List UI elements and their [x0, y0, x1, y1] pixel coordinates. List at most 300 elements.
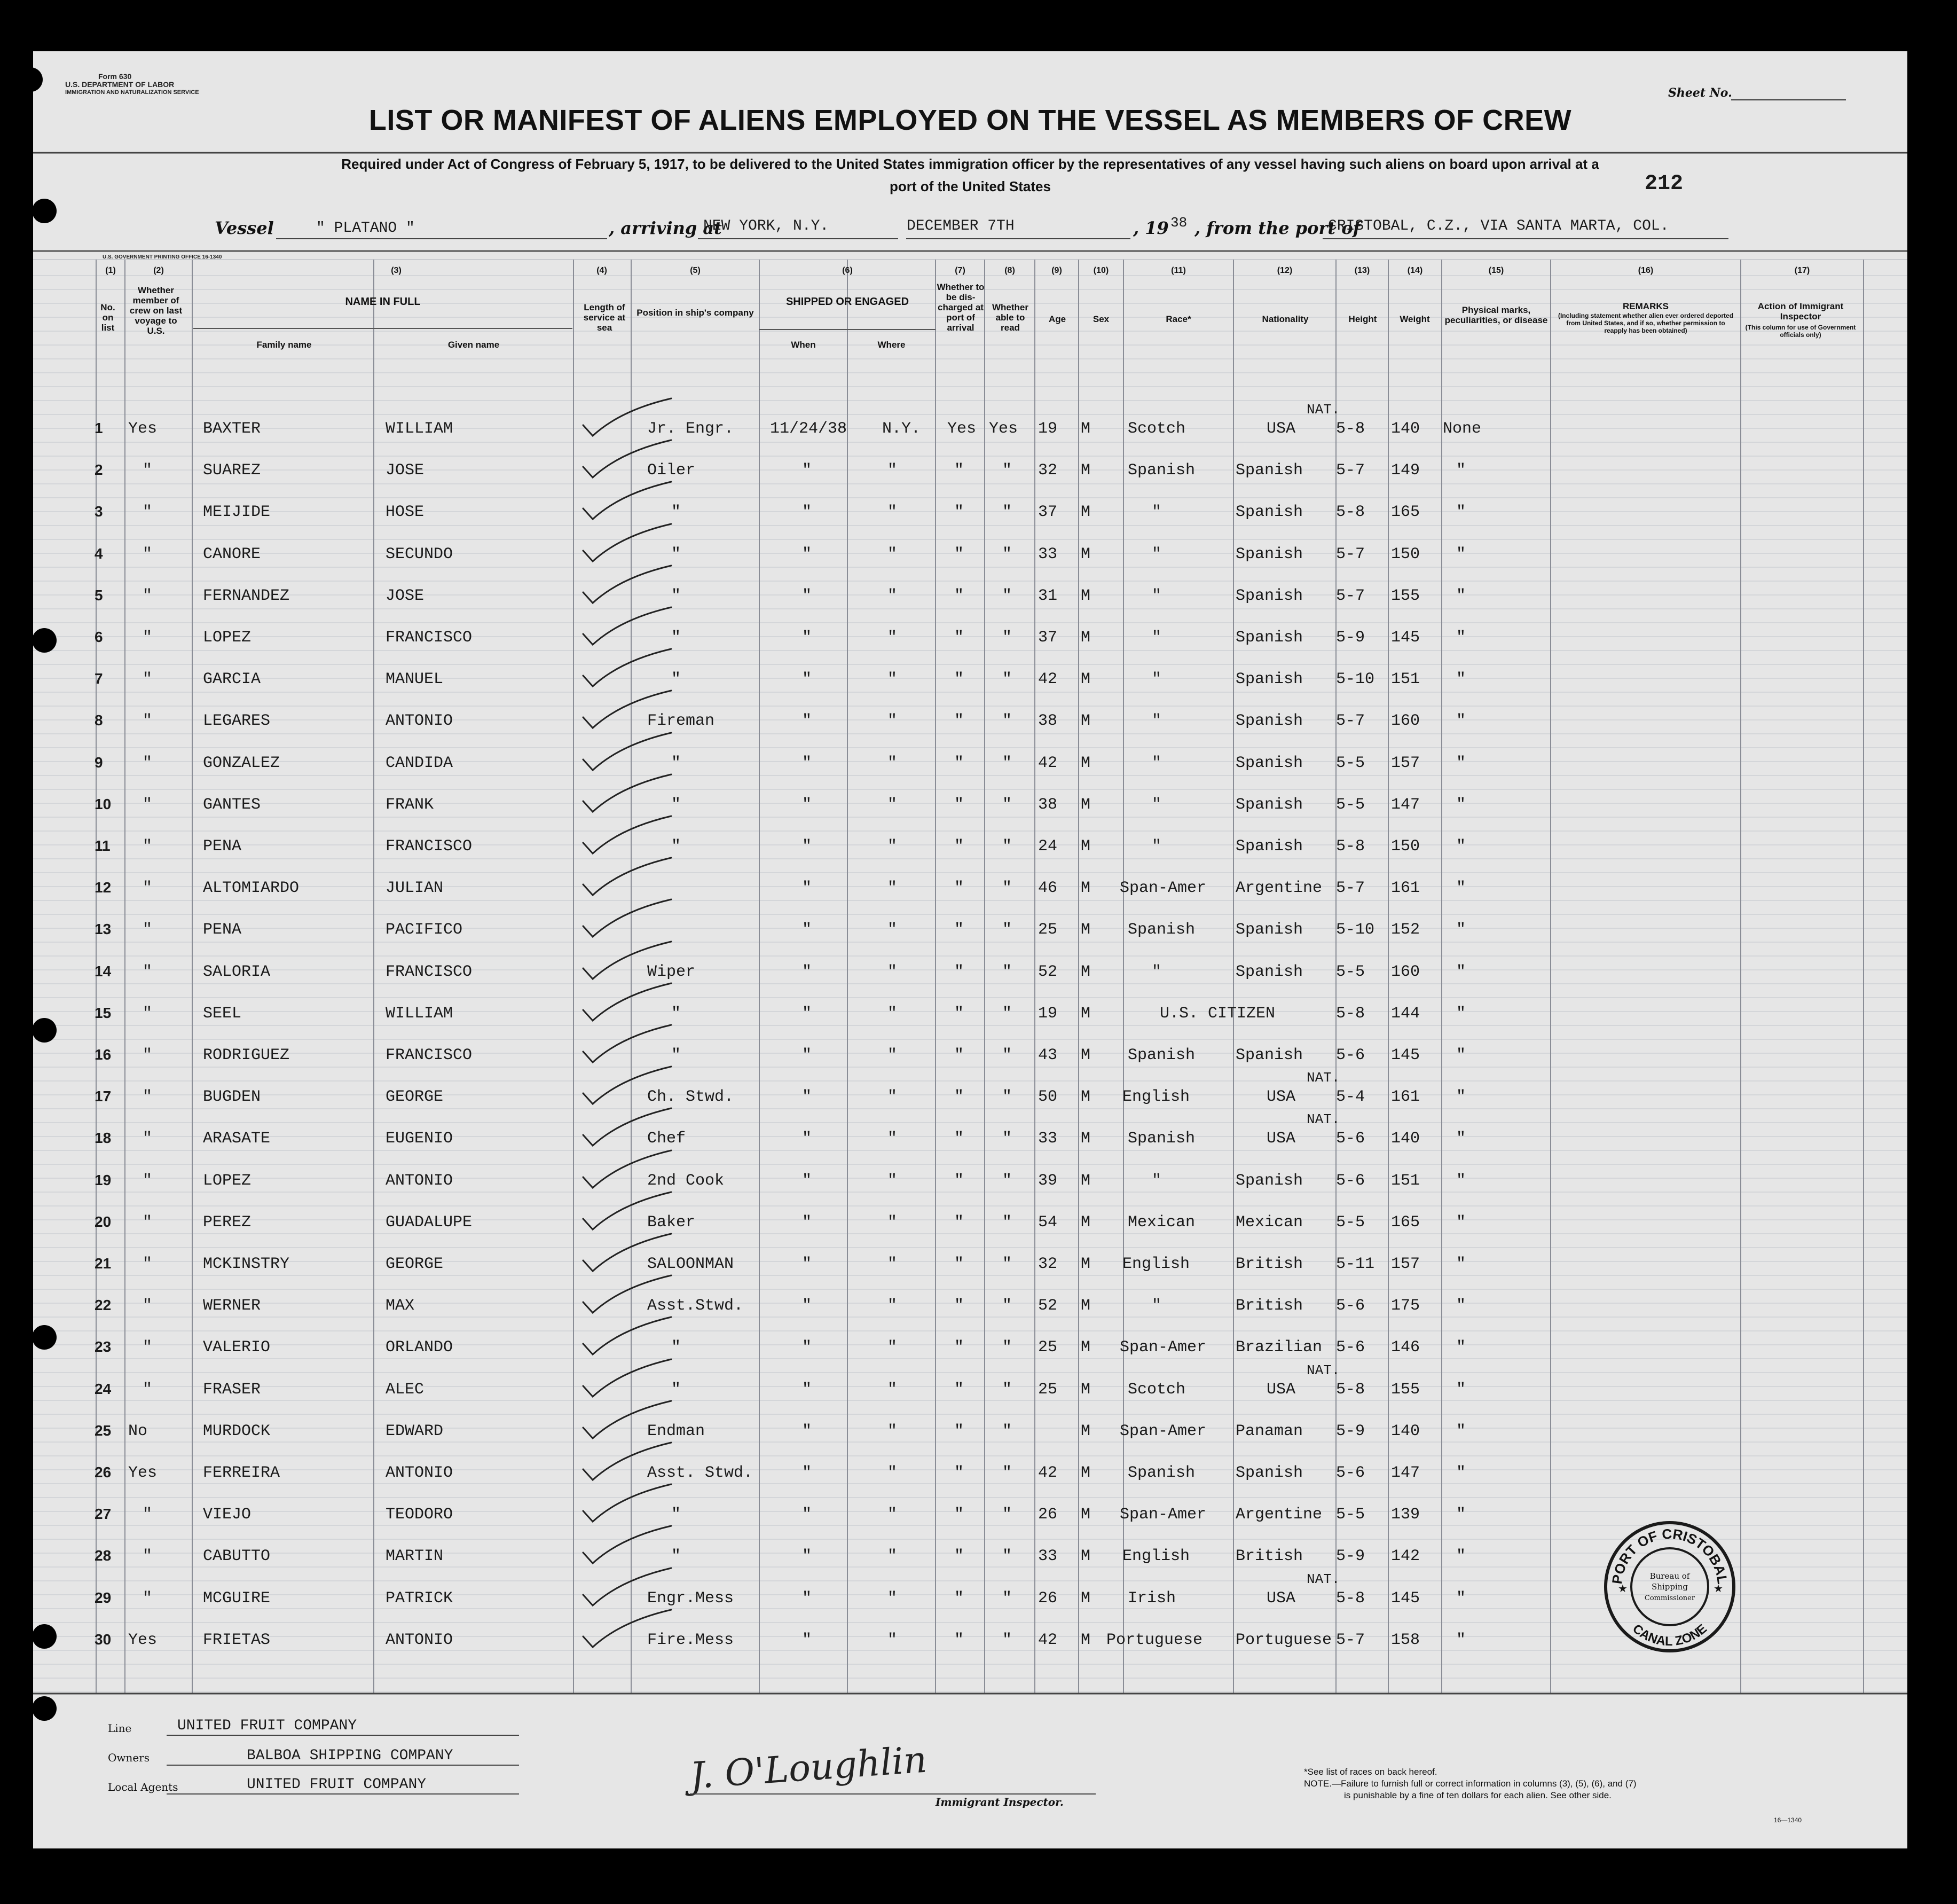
- family-name: LOPEZ: [203, 1171, 251, 1190]
- family-name: CABUTTO: [203, 1547, 271, 1566]
- position: ": [671, 586, 681, 605]
- race: ": [1152, 1297, 1162, 1315]
- sex: M: [1081, 1046, 1091, 1064]
- shipped-where: ": [887, 795, 898, 814]
- given-name: EDWARD: [386, 1422, 444, 1440]
- row-number: 4: [95, 545, 103, 562]
- given-name: CANDIDA: [386, 754, 453, 772]
- row-number: 5: [95, 586, 103, 604]
- family-name: GANTES: [203, 795, 261, 814]
- previous-voyage: ": [143, 837, 153, 856]
- previous-voyage: ": [143, 1130, 153, 1148]
- physical-marks: ": [1456, 629, 1466, 647]
- col-able-to-read: Whether able to read: [992, 302, 1028, 333]
- given-name: MANUEL: [386, 670, 444, 689]
- sex: M: [1081, 1130, 1091, 1148]
- row-number: 8: [95, 712, 103, 729]
- naturalized-note: NAT.: [1307, 1070, 1340, 1086]
- shipped-where: ": [887, 461, 898, 480]
- family-name: FRASER: [203, 1380, 261, 1399]
- race: ": [1152, 837, 1162, 856]
- column-number: (15): [1488, 266, 1504, 275]
- arriving-port: NEW YORK, N.Y.: [703, 218, 829, 234]
- sex: M: [1081, 1297, 1091, 1315]
- shipped-when: ": [802, 1004, 812, 1023]
- weight: 147: [1391, 795, 1420, 814]
- shipped-where: ": [887, 1130, 898, 1148]
- discharged-flag: ": [954, 921, 964, 939]
- race: ": [1152, 795, 1162, 814]
- note-races: *See list of races on back hereof.: [1304, 1767, 1437, 1777]
- row-number: 16: [95, 1046, 112, 1063]
- shipped-when: ": [802, 921, 812, 939]
- check-mark-icon: [572, 394, 679, 442]
- physical-marks: ": [1456, 1589, 1466, 1608]
- able-to-read: ": [1002, 962, 1012, 981]
- family-name: LEGARES: [203, 712, 271, 731]
- race: Portuguese: [1106, 1631, 1203, 1649]
- column-number: (17): [1794, 266, 1810, 275]
- inspector-signature: J. O'Loughlin: [688, 1738, 929, 1798]
- sex: M: [1081, 1631, 1091, 1649]
- col-family-name: Family name: [256, 340, 312, 350]
- shipped-when: ": [802, 795, 812, 814]
- column-number: (2): [153, 266, 164, 275]
- svg-text:★: ★: [1618, 1583, 1628, 1595]
- previous-voyage: ": [143, 1380, 153, 1399]
- check-mark-icon: [572, 1355, 679, 1403]
- previous-voyage: Yes: [128, 1631, 158, 1649]
- col-height: Height: [1348, 314, 1377, 324]
- weight: 145: [1391, 1046, 1420, 1064]
- discharged-flag: ": [954, 461, 964, 480]
- shipped-when: ": [802, 1631, 812, 1649]
- check-mark-icon: [572, 1062, 679, 1110]
- arrival-date: DECEMBER 7TH: [907, 218, 1015, 234]
- previous-voyage: ": [143, 754, 153, 772]
- height: 5-10: [1336, 921, 1375, 939]
- printer-line: U.S. GOVERNMENT PRINTING OFFICE 16-1340: [103, 254, 222, 260]
- able-to-read: ": [1002, 1297, 1012, 1315]
- age: 37: [1038, 629, 1058, 647]
- position: Asst. Stwd.: [647, 1464, 753, 1482]
- discharged-flag: ": [954, 837, 964, 856]
- given-name: PATRICK: [386, 1589, 453, 1608]
- nationality: USA: [1267, 1130, 1296, 1148]
- family-name: MCKINSTRY: [203, 1255, 290, 1273]
- able-to-read: ": [1002, 629, 1012, 647]
- previous-voyage: ": [143, 1338, 153, 1357]
- physical-marks: ": [1456, 1046, 1466, 1064]
- col-inspector-action: Action of Immigrant Inspector: [1757, 301, 1844, 322]
- discharged-flag: ": [954, 1506, 964, 1524]
- shipped-where: ": [887, 545, 898, 563]
- given-name: ANTONIO: [386, 1171, 453, 1190]
- weight: 158: [1391, 1631, 1420, 1649]
- physical-marks: ": [1456, 1380, 1466, 1399]
- able-to-read: ": [1002, 1046, 1012, 1064]
- discharged-flag: ": [954, 1380, 964, 1399]
- shipped-when: ": [802, 461, 812, 480]
- family-name: VIEJO: [203, 1506, 251, 1524]
- punch-hole: [32, 199, 57, 223]
- family-name: BAXTER: [203, 420, 261, 438]
- able-to-read: ": [1002, 1338, 1012, 1357]
- able-to-read: ": [1002, 795, 1012, 814]
- row-number: 25: [95, 1422, 112, 1439]
- sex: M: [1081, 461, 1091, 480]
- nationality: Spanish: [1236, 1171, 1303, 1190]
- weight: 161: [1391, 1088, 1420, 1107]
- row-number: 22: [95, 1297, 112, 1314]
- position: 2nd Cook: [647, 1171, 725, 1190]
- shipped-when: ": [802, 1046, 812, 1064]
- shipped-where: ": [887, 712, 898, 731]
- col-no-on-list: No. on list: [100, 302, 115, 333]
- row-number: 21: [95, 1255, 112, 1272]
- crew-row: [33, 1070, 1907, 1119]
- nationality: Argentine: [1236, 1506, 1323, 1524]
- column-number: (4): [596, 266, 607, 275]
- physical-marks: ": [1456, 1422, 1466, 1440]
- able-to-read: ": [1002, 879, 1012, 898]
- year: 38: [1170, 215, 1188, 231]
- subtitle-1: Required under Act of Congress of February 5, 1917, to be delivered to the United States immigration officer by the representatives of any vessel having such aliens on board upon arrival at a: [341, 156, 1599, 172]
- family-name: FERREIRA: [203, 1464, 280, 1482]
- given-name: WILLIAM: [386, 1004, 453, 1023]
- race: ": [1152, 1171, 1162, 1190]
- race: ": [1152, 586, 1162, 605]
- family-name: ARASATE: [203, 1130, 271, 1148]
- discharged-flag: ": [954, 754, 964, 772]
- weight: 165: [1391, 503, 1420, 522]
- sex: M: [1081, 1547, 1091, 1566]
- shipped-where: ": [887, 837, 898, 856]
- position: Oiler: [647, 461, 696, 480]
- inspector-label: Immigrant Inspector.: [936, 1796, 1064, 1808]
- naturalized-note: NAT.: [1307, 1111, 1340, 1128]
- given-name: ORLANDO: [386, 1338, 453, 1357]
- previous-voyage: ": [143, 670, 153, 689]
- naturalized-note: NAT.: [1307, 1571, 1340, 1587]
- family-name: BUGDEN: [203, 1088, 261, 1107]
- shipped-where: ": [887, 879, 898, 898]
- discharged-flag: ": [954, 1589, 964, 1608]
- age: 42: [1038, 1464, 1058, 1482]
- row-number: 29: [95, 1589, 112, 1606]
- discharged-flag: ": [954, 1130, 964, 1148]
- given-name: ANTONIO: [386, 1464, 453, 1482]
- shipped-underline: [759, 329, 936, 330]
- able-to-read: ": [1002, 1004, 1012, 1023]
- check-mark-icon: [572, 1313, 679, 1361]
- agents-value: UNITED FRUIT COMPANY: [247, 1776, 427, 1793]
- position: Ch. Stwd.: [647, 1088, 734, 1107]
- discharged-flag: ": [954, 1213, 964, 1232]
- discharged-flag: ": [954, 1171, 964, 1190]
- previous-voyage: ": [143, 1297, 153, 1315]
- shipped-where: ": [887, 629, 898, 647]
- able-to-read: ": [1002, 1464, 1012, 1482]
- sex: M: [1081, 879, 1091, 898]
- physical-marks: ": [1456, 1297, 1466, 1315]
- discharged-flag: ": [954, 545, 964, 563]
- shipped-when: ": [802, 1171, 812, 1190]
- weight: 145: [1391, 629, 1420, 647]
- position: ": [671, 545, 681, 563]
- height: 5-8: [1336, 837, 1365, 856]
- previous-voyage: No: [128, 1422, 148, 1440]
- physical-marks: ": [1456, 1506, 1466, 1524]
- crew-row: [33, 1111, 1907, 1161]
- given-name: ALEC: [386, 1380, 425, 1399]
- physical-marks: ": [1456, 837, 1466, 856]
- previous-voyage: Yes: [128, 1464, 158, 1482]
- position: ": [671, 629, 681, 647]
- check-mark-icon: [572, 686, 679, 734]
- family-name: LOPEZ: [203, 629, 251, 647]
- vessel-name: " PLATANO ": [316, 220, 415, 237]
- sex: M: [1081, 586, 1091, 605]
- row-number: 1: [95, 420, 103, 436]
- check-mark-icon: [572, 645, 679, 693]
- able-to-read: ": [1002, 837, 1012, 856]
- col-given-name: Given name: [447, 340, 500, 350]
- previous-voyage: ": [143, 1046, 153, 1064]
- shipped-where: ": [887, 921, 898, 939]
- physical-marks: ": [1456, 670, 1466, 689]
- able-to-read: ": [1002, 1255, 1012, 1273]
- check-mark-icon: [572, 1229, 679, 1278]
- race: Span-Amer: [1120, 879, 1207, 898]
- from-label: , from the port of: [1194, 218, 1361, 238]
- height: 5-5: [1336, 1506, 1365, 1524]
- check-mark-icon: [572, 1104, 679, 1152]
- nationality: Spanish: [1236, 629, 1303, 647]
- position: Fireman: [647, 712, 715, 731]
- shipped-when: ": [802, 962, 812, 981]
- sex: M: [1081, 837, 1091, 856]
- race: ": [1152, 962, 1162, 981]
- check-mark-icon: [572, 520, 679, 568]
- race: Spanish: [1128, 1046, 1196, 1064]
- age: 39: [1038, 1171, 1058, 1190]
- shipped-where: ": [887, 1380, 898, 1399]
- arriving-label: , arriving at: [609, 218, 722, 238]
- position: Asst.Stwd.: [647, 1297, 744, 1315]
- column-number: (7): [955, 266, 965, 275]
- row-number: 19: [95, 1171, 112, 1188]
- physical-marks: ": [1456, 1213, 1466, 1232]
- row-number: 15: [95, 1004, 112, 1021]
- column-number: (10): [1093, 266, 1109, 275]
- able-to-read: ": [1002, 754, 1012, 772]
- weight: 161: [1391, 879, 1420, 898]
- signature-underline: [690, 1793, 1096, 1795]
- race: ": [1152, 670, 1162, 689]
- discharged-flag: ": [954, 1422, 964, 1440]
- column-number: (3): [391, 266, 402, 275]
- nationality: Spanish: [1236, 962, 1303, 981]
- subtitle-2: port of the United States: [890, 178, 1051, 194]
- col-sex: Sex: [1093, 314, 1110, 324]
- family-name: RODRIGUEZ: [203, 1046, 290, 1064]
- service: IMMIGRATION AND NATURALIZATION SERVICE: [65, 89, 199, 96]
- shipped-when: ": [802, 670, 812, 689]
- given-name: ANTONIO: [386, 1631, 453, 1649]
- discharged-flag: ": [954, 1631, 964, 1649]
- physical-marks: ": [1456, 1547, 1466, 1566]
- height: 5-9: [1336, 1422, 1365, 1440]
- col-position: Position in ship's company: [636, 308, 754, 318]
- row-number: 20: [95, 1213, 112, 1230]
- weight: 155: [1391, 586, 1420, 605]
- previous-voyage: ": [143, 1589, 153, 1608]
- sheet-label: Sheet No.: [1668, 86, 1732, 100]
- family-name: FRIETAS: [203, 1631, 271, 1649]
- race: Scotch: [1128, 420, 1186, 438]
- able-to-read: ": [1002, 1547, 1012, 1566]
- age: 42: [1038, 754, 1058, 772]
- crew-row: [33, 1453, 1907, 1495]
- shipped-where: ": [887, 1464, 898, 1482]
- shipped-when: ": [802, 629, 812, 647]
- able-to-read: ": [1002, 586, 1012, 605]
- age: 42: [1038, 670, 1058, 689]
- position: SALOONMAN: [647, 1255, 734, 1273]
- given-name: PACIFICO: [386, 921, 463, 939]
- check-mark-icon: [572, 1522, 679, 1570]
- check-mark-icon: [572, 1438, 679, 1486]
- age: 25: [1038, 1338, 1058, 1357]
- able-to-read: Yes: [989, 420, 1018, 438]
- name-underline: [193, 328, 572, 329]
- family-name: PEREZ: [203, 1213, 251, 1232]
- agents-underline: [167, 1793, 519, 1795]
- weight: 150: [1391, 837, 1420, 856]
- discharged-flag: Yes: [947, 420, 977, 438]
- height: 5-7: [1336, 586, 1365, 605]
- height: 5-5: [1336, 1213, 1365, 1232]
- able-to-read: ": [1002, 1130, 1012, 1148]
- previous-voyage: ": [143, 921, 153, 939]
- shipped-where: ": [887, 1338, 898, 1357]
- given-name: HOSE: [386, 503, 425, 522]
- shipped-when: ": [802, 1213, 812, 1232]
- height: 5-8: [1336, 1589, 1365, 1608]
- line-value: UNITED FRUIT COMPANY: [177, 1718, 357, 1734]
- discharged-flag: ": [954, 1088, 964, 1107]
- family-name: MURDOCK: [203, 1422, 271, 1440]
- able-to-read: ": [1002, 461, 1012, 480]
- physical-marks: ": [1456, 1130, 1466, 1148]
- physical-marks: ": [1456, 754, 1466, 772]
- col-nationality: Nationality: [1262, 314, 1309, 324]
- position: ": [671, 1338, 681, 1357]
- shipped-where: ": [887, 1297, 898, 1315]
- nationality: British: [1236, 1297, 1303, 1315]
- age: 43: [1038, 1046, 1058, 1064]
- crew-row: [33, 1244, 1907, 1286]
- height: 5-8: [1336, 420, 1365, 438]
- sex: M: [1081, 1464, 1091, 1482]
- check-mark-icon: [572, 728, 679, 777]
- column-number: (14): [1407, 266, 1423, 275]
- weight: 160: [1391, 962, 1420, 981]
- height: 5-7: [1336, 461, 1365, 480]
- row-number: 27: [95, 1506, 112, 1523]
- race: ": [1152, 629, 1162, 647]
- race: English: [1122, 1088, 1190, 1107]
- height: 5-9: [1336, 1547, 1365, 1566]
- owners-label: Owners: [108, 1751, 150, 1764]
- given-name: JULIAN: [386, 879, 444, 898]
- col-where: Where: [877, 340, 906, 350]
- position: ": [671, 503, 681, 522]
- discharged-flag: ": [954, 962, 964, 981]
- age: 52: [1038, 1297, 1058, 1315]
- position: Baker: [647, 1213, 696, 1232]
- discharged-flag: ": [954, 629, 964, 647]
- crew-row: [33, 1362, 1907, 1412]
- weight: 140: [1391, 420, 1420, 438]
- given-name: JOSE: [386, 461, 425, 480]
- crew-row: [33, 1286, 1907, 1328]
- height: 5-6: [1336, 1338, 1365, 1357]
- weight: 142: [1391, 1547, 1420, 1566]
- column-number: (6): [842, 266, 853, 275]
- age: 25: [1038, 921, 1058, 939]
- note-fine-1: NOTE.—Failure to furnish full or correct information in columns (3), (5), (6), and (7): [1304, 1778, 1637, 1789]
- height: 5-6: [1336, 1464, 1365, 1482]
- shipped-where: ": [887, 1171, 898, 1190]
- given-name: MAX: [386, 1297, 415, 1315]
- shipped-when: ": [802, 586, 812, 605]
- check-mark-icon: [572, 603, 679, 651]
- previous-voyage: ": [143, 545, 153, 563]
- check-mark-icon: [572, 1146, 679, 1194]
- shipped-where: ": [887, 1589, 898, 1608]
- previous-voyage: ": [143, 1004, 153, 1023]
- position: Fire.Mess: [647, 1631, 734, 1649]
- year-label: , 19: [1133, 218, 1169, 238]
- weight: 151: [1391, 1171, 1420, 1190]
- column-number: (12): [1277, 266, 1293, 275]
- sex: M: [1081, 795, 1091, 814]
- sex: M: [1081, 1004, 1091, 1023]
- agents-label: Local Agents: [108, 1781, 178, 1793]
- weight: 157: [1391, 1255, 1420, 1273]
- able-to-read: ": [1002, 1506, 1012, 1524]
- weight: 160: [1391, 712, 1420, 731]
- race: ": [1152, 712, 1162, 731]
- age: 33: [1038, 545, 1058, 563]
- physical-marks: ": [1456, 795, 1466, 814]
- crew-row: [33, 402, 1907, 451]
- check-mark-icon: [572, 561, 679, 609]
- row-number: 7: [95, 670, 103, 687]
- weight: 151: [1391, 670, 1420, 689]
- able-to-read: ": [1002, 670, 1012, 689]
- able-to-read: ": [1002, 1380, 1012, 1399]
- age: 46: [1038, 879, 1058, 898]
- col-remarks: REMARKS: [1623, 301, 1669, 311]
- age: 38: [1038, 795, 1058, 814]
- race: Span-Amer: [1120, 1506, 1207, 1524]
- age: 37: [1038, 503, 1058, 522]
- previous-voyage: ": [143, 1547, 153, 1566]
- col-remarks-note: (Including statement whether alien ever ordered deported from United States, and if so, whether permission to reapply has been obtained): [1558, 312, 1734, 334]
